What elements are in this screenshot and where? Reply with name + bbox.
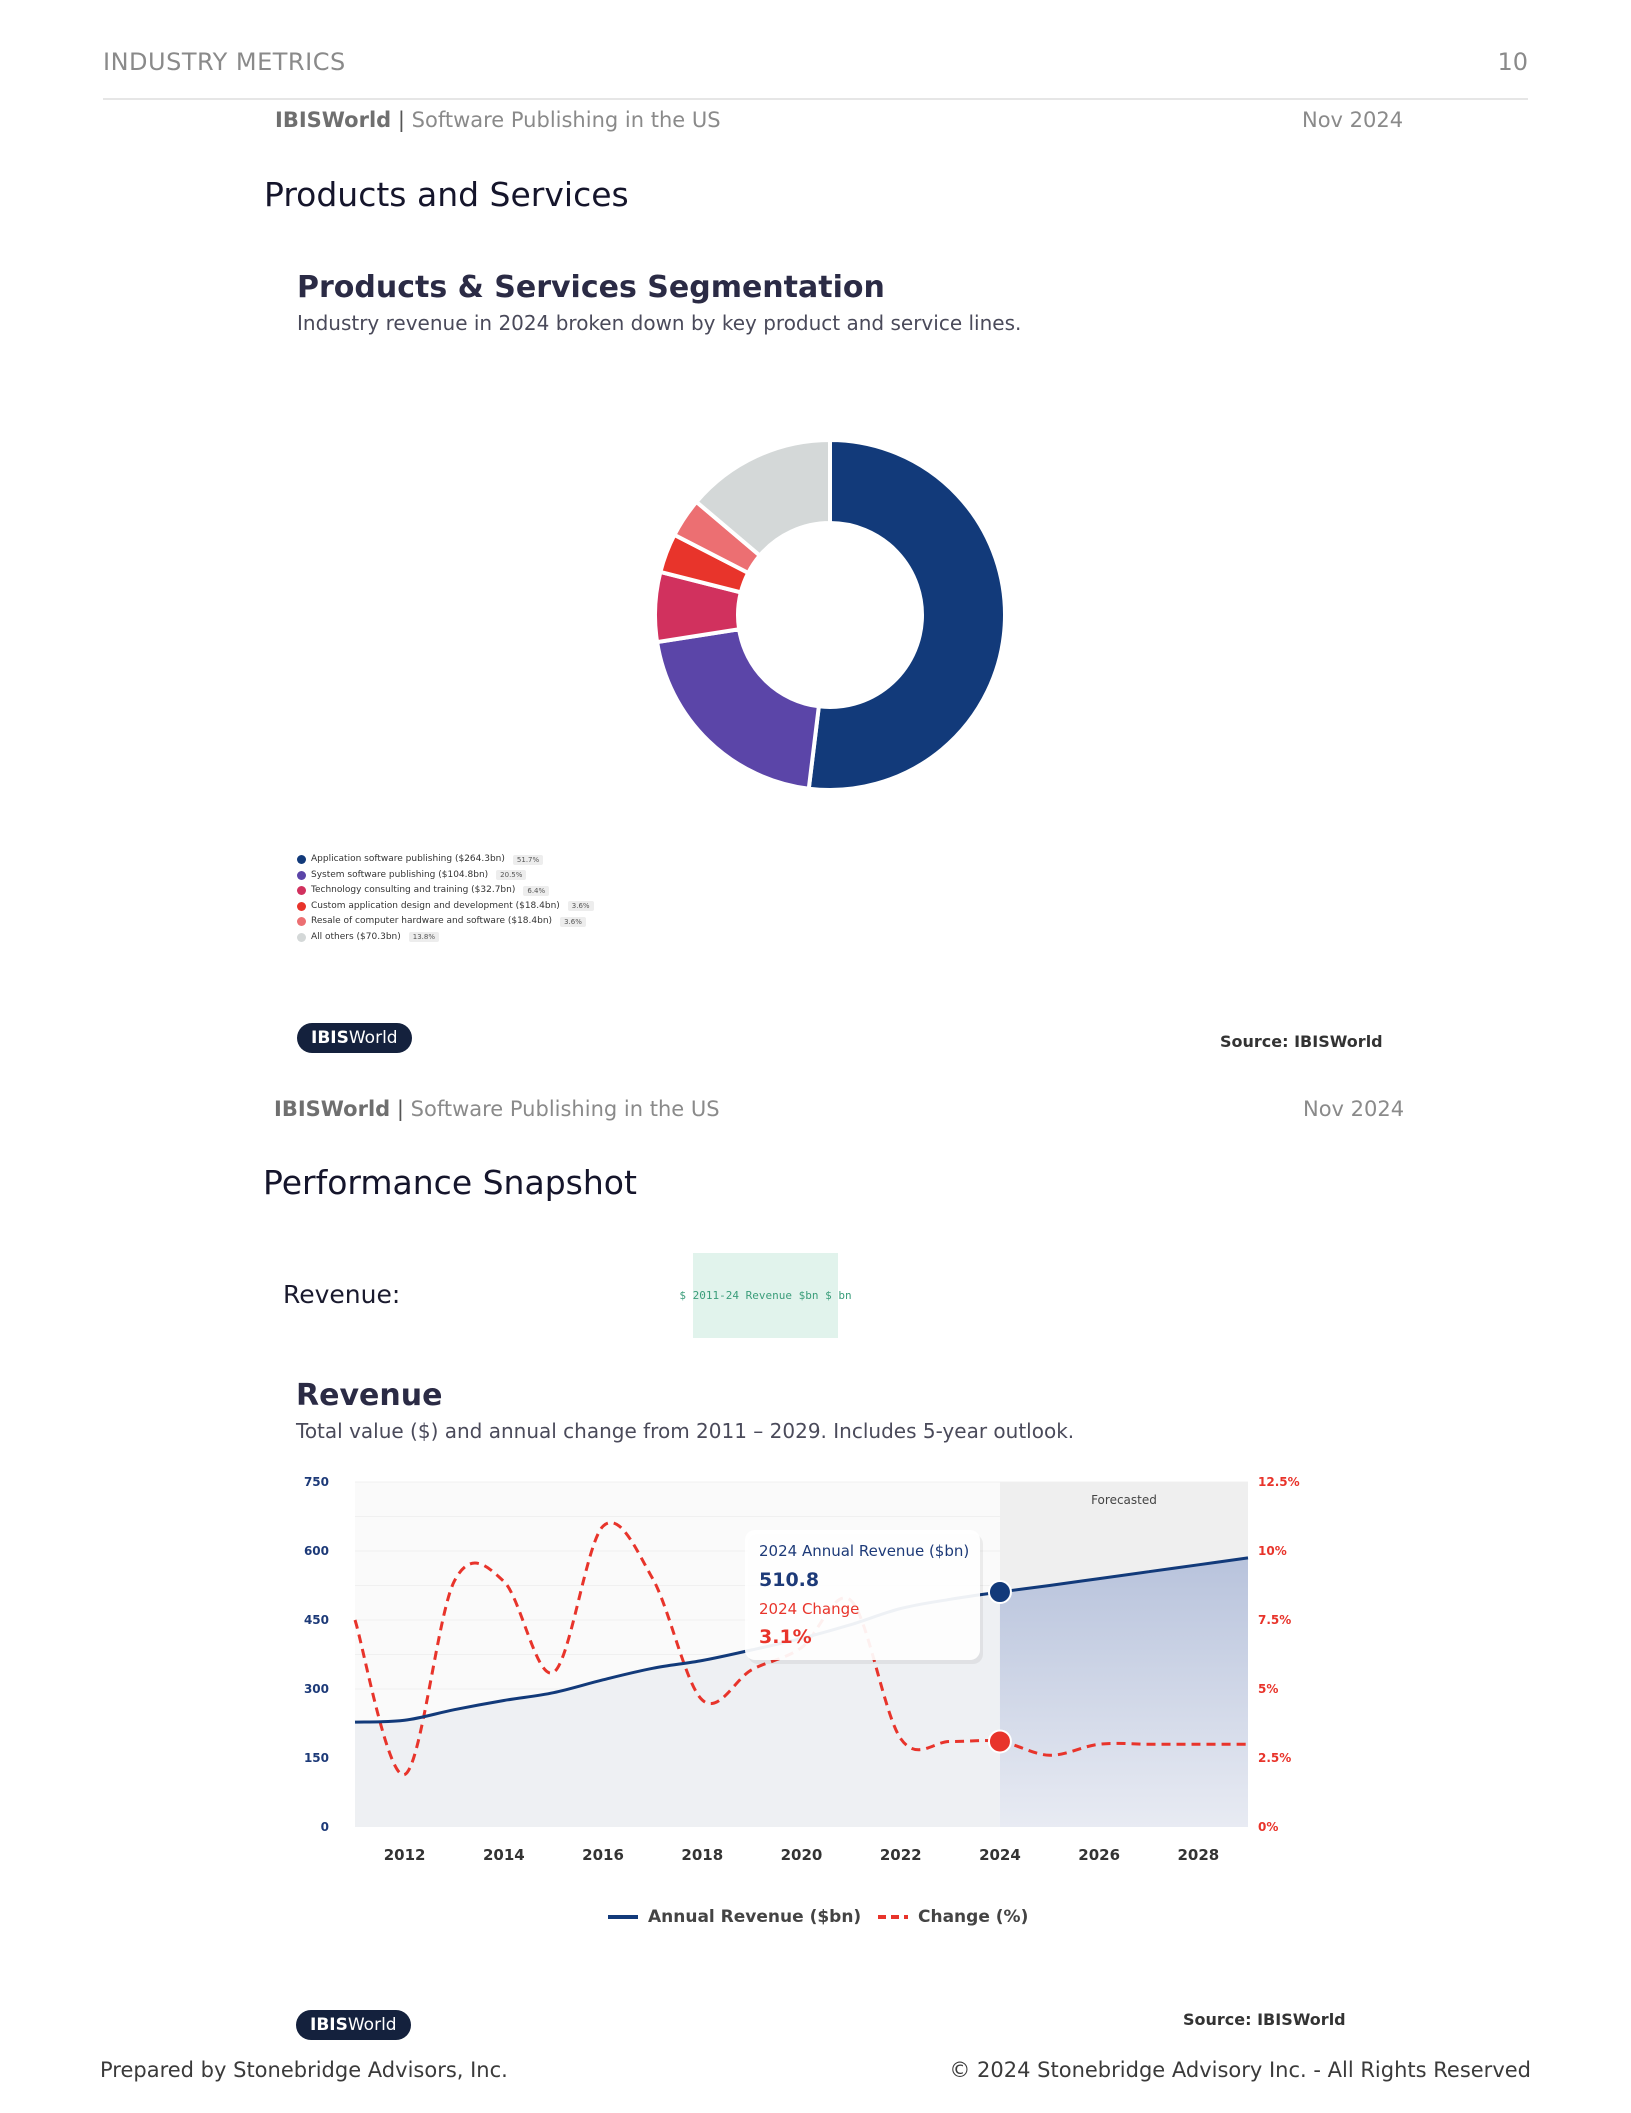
x-axis-tick-label: 2024 <box>979 1846 1021 1864</box>
legend-percent: 51.7% <box>513 855 543 865</box>
legend-item <box>297 899 594 915</box>
chart-legend-label: Annual Revenue ($bn) <box>648 1907 862 1927</box>
x-axis-tick-label: 2016 <box>582 1846 624 1864</box>
right-axis-tick-label: 10% <box>1258 1544 1287 1558</box>
report-header-left-2 <box>274 1097 720 1121</box>
segmentation-donut-chart <box>640 425 1020 805</box>
legend-percent: 3.6% <box>560 917 586 927</box>
legend-label: System software publishing ($104.8bn) <box>311 869 489 880</box>
revenue-area-forecast <box>1000 1558 1248 1827</box>
legend-percent: 13.8% <box>409 932 439 942</box>
chart-legend-label: Change (%) <box>918 1907 1029 1927</box>
ibisworld-logo-badge-2: IBISWorld <box>296 2010 411 2040</box>
forecast-label: Forecasted <box>1091 1493 1157 1507</box>
change-highlight-marker <box>989 1730 1011 1752</box>
legend-label: Resale of computer hardware and software ($18.4bn) <box>311 916 553 926</box>
tooltip-rev-label: 2024 Annual Revenue ($bn) <box>759 1542 970 1560</box>
segmentation-chart-subtitle: Industry revenue in 2024 broken down by key product and service lines. <box>297 311 1022 335</box>
right-axis-tick-label: 12.5% <box>1258 1475 1300 1489</box>
donut-slice <box>809 440 1005 790</box>
tooltip-chg-value: 3.1% <box>759 1626 812 1648</box>
revenue-highlight-marker <box>989 1581 1011 1603</box>
x-axis-tick-label: 2014 <box>482 1846 525 1864</box>
x-axis-tick-label: 2020 <box>780 1846 823 1864</box>
legend-item <box>297 868 594 884</box>
report-brand: IBISWorld <box>275 108 392 132</box>
legend-item <box>297 930 594 946</box>
revenue-thumbnail <box>679 1253 852 1338</box>
footer-prepared-by: Prepared by Stonebridge Advisors, Inc. <box>100 2058 508 2082</box>
legend-percent: 6.4% <box>523 886 549 896</box>
tooltip-chg-label: 2024 Change <box>759 1600 860 1618</box>
legend-percent: 20.5% <box>496 870 526 880</box>
legend-label: Application software publishing ($264.3bn) <box>311 854 505 864</box>
header-divider <box>103 98 1528 100</box>
section-title-products: Products and Services <box>264 175 629 214</box>
left-axis-tick-label: 450 <box>303 1613 329 1627</box>
revenue-line-chart <box>290 1470 1350 1940</box>
report-separator-2: | <box>396 1097 404 1121</box>
page-number: 10 <box>1497 48 1528 76</box>
footer-copyright: © 2024 Stonebridge Advisory Inc. - All Rights Reserved <box>949 2058 1531 2082</box>
report-name: Software Publishing in the US <box>411 108 721 132</box>
right-axis-tick-label: 7.5% <box>1258 1613 1292 1627</box>
report-date-2: Nov 2024 <box>1303 1097 1405 1121</box>
segmentation-legend <box>297 852 594 945</box>
report-brand-2: IBISWorld <box>274 1097 391 1121</box>
legend-item <box>297 883 594 899</box>
right-axis-tick-label: 5% <box>1258 1682 1279 1696</box>
legend-percent: 3.6% <box>568 901 594 911</box>
tooltip-rev-value: 510.8 <box>759 1569 820 1591</box>
report-date: Nov 2024 <box>1302 108 1404 132</box>
revenue-label: Revenue: <box>283 1280 401 1309</box>
legend-dot <box>297 886 306 895</box>
x-axis-tick-label: 2022 <box>879 1846 922 1864</box>
revenue-chart-subtitle: Total value ($) and annual change from 2011 – 2029. Includes 5-year outlook. <box>296 1419 1075 1443</box>
legend-label: Custom application design and development ($18.4bn) <box>311 900 560 911</box>
x-axis-tick-label: 2012 <box>383 1846 426 1864</box>
segmentation-source: Source: IBISWorld <box>1220 1032 1383 1051</box>
left-axis-tick-label: 300 <box>303 1682 329 1696</box>
legend-dot <box>297 902 306 911</box>
ibisworld-logo-badge: IBISWorld <box>297 1023 412 1053</box>
x-axis-tick-label: 2028 <box>1177 1846 1220 1864</box>
section-title-performance: Performance Snapshot <box>263 1163 637 1202</box>
page-section-title: INDUSTRY METRICS <box>103 48 346 76</box>
left-axis-tick-label: 600 <box>303 1544 329 1558</box>
donut-slice <box>657 629 819 788</box>
report-header-left <box>275 108 721 132</box>
legend-item <box>297 852 594 868</box>
legend-label: All others ($70.3bn) <box>311 931 401 942</box>
legend-dot <box>297 933 306 942</box>
left-axis-tick-label: 150 <box>303 1751 329 1765</box>
revenue-source: Source: IBISWorld <box>1183 2010 1346 2029</box>
legend-dot <box>297 855 306 864</box>
right-axis-tick-label: 2.5% <box>1258 1751 1292 1765</box>
revenue-thumbnail-text: $ 2011-24 Revenue $bn $ bn <box>679 1289 852 1302</box>
left-axis-tick-label: 0 <box>320 1820 329 1834</box>
report-separator: | <box>397 108 405 132</box>
left-axis-tick-label: 750 <box>303 1475 329 1489</box>
x-axis-tick-label: 2026 <box>1078 1846 1121 1864</box>
legend-label: Technology consulting and training ($32.7bn) <box>311 885 516 895</box>
segmentation-chart-title: Products & Services Segmentation <box>297 270 885 305</box>
right-axis-tick-label: 0% <box>1258 1820 1279 1834</box>
x-axis-tick-label: 2018 <box>681 1846 724 1864</box>
legend-item <box>297 914 594 930</box>
legend-dot <box>297 917 306 926</box>
revenue-chart-title: Revenue <box>296 1378 443 1413</box>
legend-dot <box>297 871 306 880</box>
report-name-2: Software Publishing in the US <box>410 1097 720 1121</box>
